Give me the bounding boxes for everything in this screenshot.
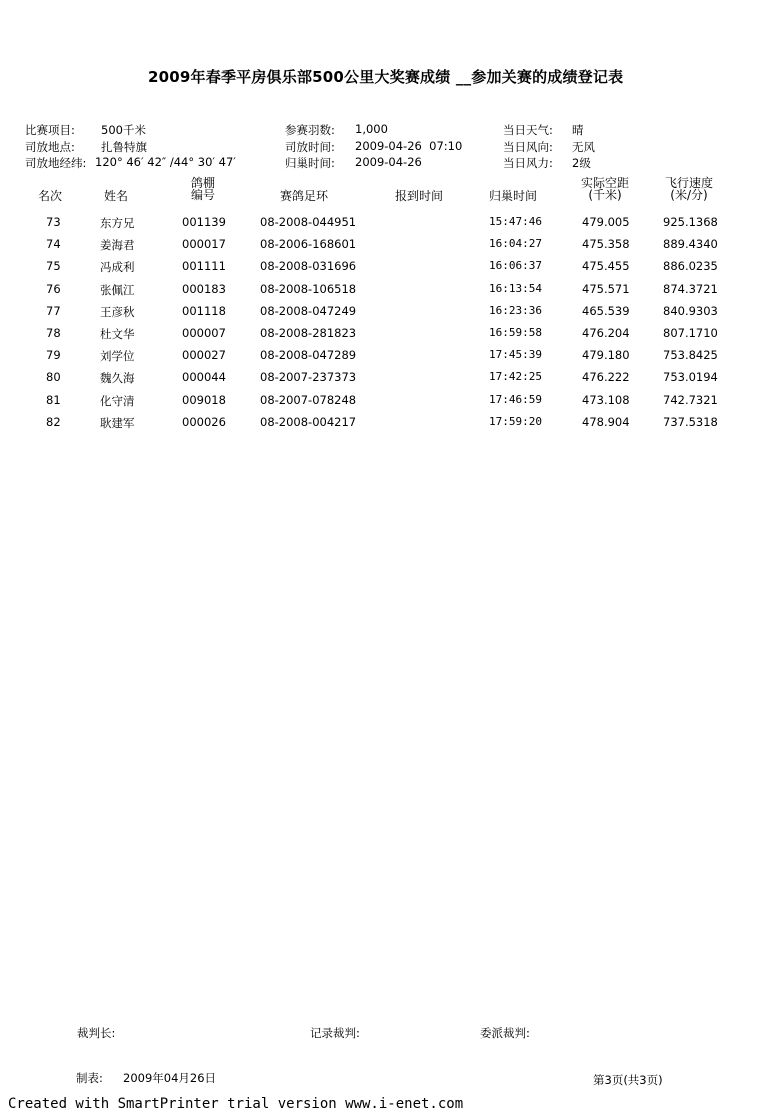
cell-loft: 001139: [182, 215, 226, 229]
cell-loft: 000026: [182, 415, 226, 429]
wind-direction-info: [503, 139, 595, 155]
watermark-text: Created with SmartPrinter trial version www.i-enet.com: [8, 1096, 464, 1112]
weather-label: 当日天气:: [503, 123, 553, 137]
cell-loft: 000183: [182, 282, 226, 296]
cell-distance: 475.571: [582, 282, 630, 296]
maker-label: 制表:: [76, 1071, 103, 1085]
header-speed: [658, 177, 720, 201]
cell-speed: 737.5318: [663, 415, 718, 429]
release-place-value: 扎鲁特旗: [101, 140, 147, 154]
cell-return: 16:13:54: [489, 282, 542, 295]
cell-name: 张佩江: [100, 283, 135, 297]
weather-value: 晴: [572, 123, 584, 137]
release-place-label: 司放地点:: [25, 140, 75, 154]
cell-speed: 807.1710: [663, 326, 718, 340]
cell-distance: 473.108: [582, 393, 630, 407]
cell-speed: 753.8425: [663, 348, 718, 362]
header-return-time: 归巢时间: [489, 189, 538, 203]
cell-distance: 476.204: [582, 326, 630, 340]
cell-rank: 78: [46, 326, 61, 340]
cell-return: 17:46:59: [489, 393, 542, 406]
cell-distance: 465.539: [582, 304, 630, 318]
release-time-label: 司放时间:: [285, 140, 335, 154]
cell-return: 17:45:39: [489, 348, 542, 361]
cell-return: 16:23:36: [489, 304, 542, 317]
cell-distance: 478.904: [582, 415, 630, 429]
cell-rank: 77: [46, 304, 61, 318]
cell-ring: 08-2008-004217: [260, 415, 357, 429]
return-time-value: 2009-04-26: [355, 155, 422, 169]
cell-name: 刘学位: [100, 349, 135, 363]
cell-speed: 886.0235: [663, 259, 718, 273]
header-report-time: 报到时间: [395, 189, 444, 203]
page-number: 第3页(共3页): [593, 1073, 663, 1087]
count-label: 参赛羽数:: [285, 123, 335, 137]
cell-rank: 81: [46, 393, 61, 407]
wind-direction-label: 当日风向:: [503, 140, 553, 154]
release-time-value: 2009-04-26 07:10: [355, 139, 463, 153]
weather-info: [503, 122, 584, 138]
return-time-label: 归巢时间:: [285, 156, 335, 170]
cell-ring: 08-2008-044951: [260, 215, 357, 229]
wind-direction-value: 无风: [572, 140, 595, 154]
header-name: 姓名: [104, 189, 129, 203]
coords-value: 120° 46′ 42″ /44° 30′ 47′: [95, 155, 236, 169]
header-loft: [190, 177, 216, 201]
cell-return: 17:42:25: [489, 370, 542, 383]
cell-rank: 82: [46, 415, 61, 429]
cell-loft: 000007: [182, 326, 226, 340]
cell-return: 15:47:46: [489, 215, 542, 228]
cell-loft: 001118: [182, 304, 226, 318]
assigned-judge-label: 委派裁判:: [480, 1026, 530, 1040]
wind-force-label: 当日风力:: [503, 156, 553, 170]
cell-speed: 742.7321: [663, 393, 718, 407]
cell-name: 王彦秋: [100, 305, 135, 319]
cell-ring: 08-2008-106518: [260, 282, 357, 296]
header-speed-line1: 飞行速度: [664, 176, 713, 190]
cell-distance: 475.358: [582, 237, 630, 251]
cell-speed: 889.4340: [663, 237, 718, 251]
event-info: [25, 122, 146, 138]
cell-speed: 753.0194: [663, 370, 718, 384]
header-speed-line2: (米/分): [670, 188, 708, 202]
wind-force-value: 2级: [572, 156, 591, 170]
cell-name: 魏久海: [100, 371, 135, 385]
coords-label: 司放地经纬:: [25, 156, 87, 170]
cell-ring: 08-2008-031696: [260, 259, 357, 273]
header-ring: 赛鸽足环: [280, 189, 329, 203]
cell-ring: 08-2006-168601: [260, 237, 357, 251]
cell-loft: 000044: [182, 370, 226, 384]
document-title: 2009年春季平房俱乐部500公里大奖赛成绩 __参加关赛的成绩登记表: [148, 68, 624, 86]
event-value: 500千米: [101, 123, 146, 137]
header-distance-line2: (千米): [588, 188, 622, 202]
release-time-info: [285, 139, 463, 155]
cell-loft: 000027: [182, 348, 226, 362]
cell-name: 杜文华: [100, 327, 135, 341]
cell-name: 姜海君: [100, 238, 135, 252]
record-judge-label: 记录裁判:: [310, 1026, 360, 1040]
wind-force-info: [503, 155, 591, 171]
header-loft-line1: 鸽棚: [190, 176, 215, 190]
header-rank: 名次: [38, 189, 63, 203]
cell-rank: 73: [46, 215, 61, 229]
cell-ring: 08-2007-078248: [260, 393, 357, 407]
cell-ring: 08-2007-237373: [260, 370, 357, 384]
cell-rank: 79: [46, 348, 61, 362]
return-time-info: [285, 155, 422, 171]
cell-rank: 75: [46, 259, 61, 273]
cell-loft: 000017: [182, 237, 226, 251]
cell-return: 17:59:20: [489, 415, 542, 428]
chief-judge-label: 裁判长:: [77, 1026, 116, 1040]
cell-ring: 08-2008-047289: [260, 348, 357, 362]
cell-rank: 76: [46, 282, 61, 296]
event-label: 比赛项目:: [25, 123, 75, 137]
cell-loft: 001111: [182, 259, 226, 273]
cell-distance: 479.005: [582, 215, 630, 229]
cell-speed: 925.1368: [663, 215, 718, 229]
cell-return: 16:06:37: [489, 259, 542, 272]
cell-ring: 08-2008-281823: [260, 326, 357, 340]
cell-rank: 80: [46, 370, 61, 384]
cell-distance: 475.455: [582, 259, 630, 273]
cell-name: 冯成利: [100, 260, 135, 274]
cell-return: 16:59:58: [489, 326, 542, 339]
cell-distance: 479.180: [582, 348, 630, 362]
count-info: [285, 122, 388, 138]
cell-rank: 74: [46, 237, 61, 251]
coords-info: [25, 155, 236, 171]
cell-name: 耿建军: [100, 416, 135, 430]
count-value: 1,000: [355, 122, 388, 136]
header-distance-line1: 实际空距: [580, 176, 629, 190]
cell-distance: 476.222: [582, 370, 630, 384]
header-loft-line2: 编号: [190, 188, 215, 202]
cell-name: 化守清: [100, 394, 135, 408]
cell-loft: 009018: [182, 393, 226, 407]
release-place-info: [25, 139, 147, 155]
cell-name: 东方兄: [100, 216, 135, 230]
maker-date: 2009年04月26日: [123, 1071, 217, 1085]
header-distance: [574, 177, 636, 201]
cell-ring: 08-2008-047249: [260, 304, 357, 318]
cell-speed: 840.9303: [663, 304, 718, 318]
cell-return: 16:04:27: [489, 237, 542, 250]
cell-speed: 874.3721: [663, 282, 718, 296]
